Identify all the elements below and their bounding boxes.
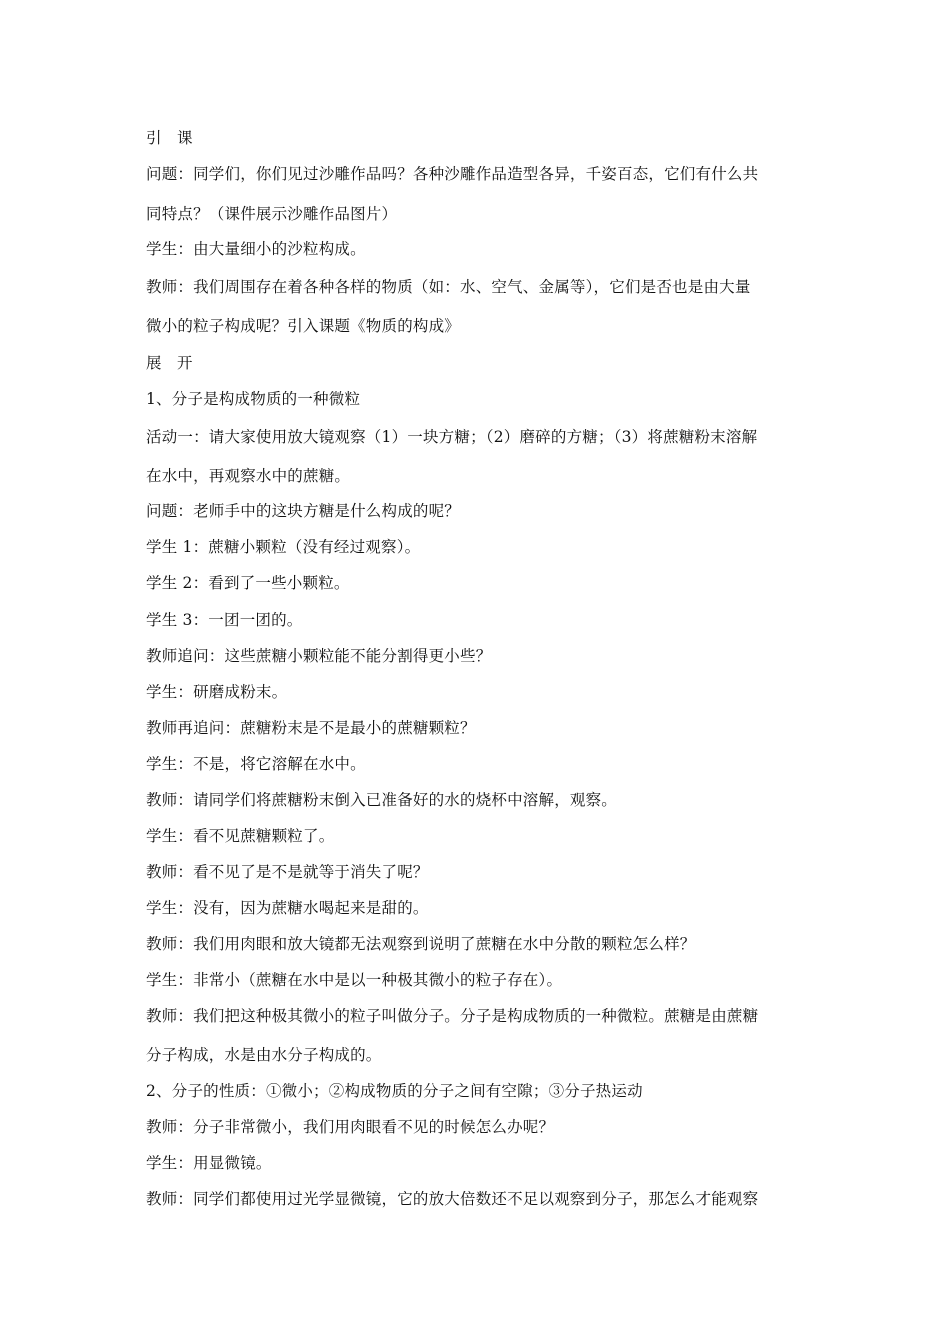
paragraph-line: 学生 3：一团一团的。 [146,611,303,629]
paragraph-line: 教师追问：这些蔗糖小颗粒能不能分割得更小些？ [146,647,492,665]
paragraph-line: 学生：研磨成粉末。 [146,683,288,701]
subsection-heading: 2、分子的性质：①微小；②构成物质的分子之间有空隙；③分子热运动 [146,1082,643,1100]
paragraph-line: 学生：由大量细小的沙粒构成。 [146,240,366,258]
paragraph-line: 学生：不是，将它溶解在水中。 [146,755,366,773]
paragraph-line: 问题：老师手中的这块方糖是什么构成的呢？ [146,502,461,520]
paragraph-line: 学生 1：蔗糖小颗粒（没有经过观察）。 [146,538,421,556]
paragraph-line: 教师：我们用肉眼和放大镜都无法观察到说明了蔗糖在水中分散的颗粒怎么样？ [146,935,696,953]
section-heading-development: 展 开 [146,354,193,372]
paragraph-line: 教师：请同学们将蔗糖粉末倒入已准备好的水的烧杯中溶解，观察。 [146,791,618,809]
paragraph-line: 教师：我们把这种极其微小的粒子叫做分子。分子是构成物质的一种微粒。蔗糖是由蔗糖 [146,1007,759,1025]
paragraph-line: 教师再追问：蔗糖粉末是不是最小的蔗糖颗粒？ [146,719,476,737]
paragraph-line: 教师：分子非常微小，我们用肉眼看不见的时候怎么办呢？ [146,1118,555,1136]
paragraph-line: 学生 2：看到了一些小颗粒。 [146,574,350,592]
paragraph-line: 在水中，再观察水中的蔗糖。 [146,467,351,485]
subsection-heading: 1、分子是构成物质的一种微粒 [146,390,361,408]
paragraph-line: 教师：同学们都使用过光学显微镜，它的放大倍数还不足以观察到分子，那怎么才能观察 [146,1190,759,1208]
paragraph-line: 教师：我们周围存在着各种各样的物质（如：水、空气、金属等），它们是否也是由大量 [146,278,751,296]
paragraph-line: 同特点？（课件展示沙雕作品图片） [146,205,398,223]
paragraph-line: 学生：非常小（蔗糖在水中是以一种极其微小的粒子存在）。 [146,971,563,989]
section-heading-introduction: 引 课 [146,129,193,147]
paragraph-line: 问题：同学们，你们见过沙雕作品吗？各种沙雕作品造型各异，千姿百态，它们有什么共 [146,165,759,183]
paragraph-line: 学生：看不见蔗糖颗粒了。 [146,827,335,845]
paragraph-line: 教师：看不见了是不是就等于消失了呢？ [146,863,429,881]
paragraph-line: 活动一：请大家使用放大镜观察（1）一块方糖；（2）磨碎的方糖；（3）将蔗糖粉末溶解 [146,428,758,446]
paragraph-line: 分子构成，水是由水分子构成的。 [146,1046,382,1064]
paragraph-line: 学生：用显微镜。 [146,1154,272,1172]
paragraph-line: 学生：没有，因为蔗糖水喝起来是甜的。 [146,899,429,917]
paragraph-line: 微小的粒子构成呢？引入课题《物质的构成》 [146,317,461,335]
